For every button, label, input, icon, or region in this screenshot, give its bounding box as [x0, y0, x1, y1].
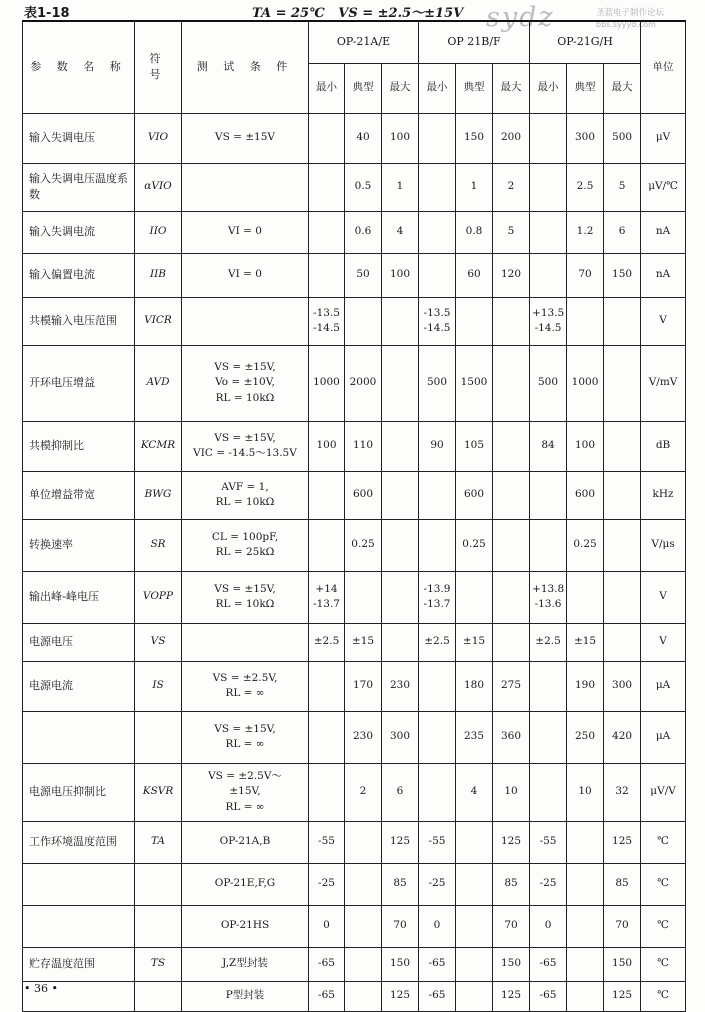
value-cell: 1: [382, 163, 419, 211]
header-typ: 典型: [345, 63, 382, 113]
symbol-cell: KSVR: [135, 763, 182, 821]
value-cell: 500: [604, 113, 641, 163]
value-cell: 300: [604, 661, 641, 711]
table-row: [23, 113, 686, 163]
test-condition-cell: VS = ±2.5V, RL = ∞: [182, 661, 309, 711]
value-cell: [567, 863, 604, 905]
value-cell: ±15: [345, 623, 382, 661]
symbol-cell: AVD: [135, 345, 182, 421]
value-cell: 70: [493, 905, 530, 947]
test-condition-cell: [182, 297, 309, 345]
test-condition-cell: [182, 623, 309, 661]
value-cell: 2: [345, 763, 382, 821]
symbol-cell: TS: [135, 947, 182, 981]
symbol-cell: IS: [135, 661, 182, 711]
value-cell: [456, 947, 493, 981]
value-cell: 0.25: [567, 519, 604, 571]
param-name-cell: [23, 863, 135, 905]
value-cell: 150: [604, 947, 641, 981]
value-cell: 125: [493, 981, 530, 1011]
unit-cell: μV/℃: [641, 163, 686, 211]
header-min: 最小: [530, 63, 567, 113]
table-row: [23, 519, 686, 571]
param-name-cell: 输出峰-峰电压: [23, 571, 135, 623]
test-condition-cell: OP-21E,F,G: [182, 863, 309, 905]
watermark-text: 圣蓝电子制作论坛: [596, 8, 665, 18]
value-cell: 2: [493, 163, 530, 211]
test-condition-cell: VS = ±2.5V～ ±15V, RL = ∞: [182, 763, 309, 821]
value-cell: 120: [493, 253, 530, 297]
table-row: [23, 661, 686, 711]
value-cell: 0.25: [345, 519, 382, 571]
value-cell: 125: [382, 821, 419, 863]
value-cell: [493, 519, 530, 571]
test-condition-cell: P型封装: [182, 981, 309, 1011]
watermark-url: bbs.syyyd.com: [596, 20, 656, 29]
value-cell: [419, 211, 456, 253]
value-cell: [456, 821, 493, 863]
symbol-cell: IIO: [135, 211, 182, 253]
value-cell: [382, 519, 419, 571]
value-cell: [345, 297, 382, 345]
header-max: 最大: [382, 63, 419, 113]
watermark-logo: sydz: [486, 2, 555, 33]
table-row: [23, 763, 686, 821]
value-cell: 60: [456, 253, 493, 297]
header-symbol: 符 号: [135, 21, 182, 113]
value-cell: [530, 113, 567, 163]
value-cell: [604, 519, 641, 571]
value-cell: 180: [456, 661, 493, 711]
param-name-cell: 输入失调电压: [23, 113, 135, 163]
symbol-cell: αVIO: [135, 163, 182, 211]
unit-cell: V: [641, 571, 686, 623]
table-row: [23, 345, 686, 421]
value-cell: 250: [567, 711, 604, 763]
value-cell: 125: [604, 981, 641, 1011]
value-cell: [419, 711, 456, 763]
value-cell: 420: [604, 711, 641, 763]
table-row: [23, 421, 686, 471]
value-cell: 230: [382, 661, 419, 711]
value-cell: [382, 297, 419, 345]
unit-cell: nA: [641, 211, 686, 253]
symbol-cell: VIO: [135, 113, 182, 163]
value-cell: [567, 571, 604, 623]
param-name-cell: 电源电压抑制比: [23, 763, 135, 821]
value-cell: [493, 623, 530, 661]
test-condition-cell: VI = 0: [182, 211, 309, 253]
header-group: OP 21B/F: [419, 21, 530, 63]
test-condition-cell: J,Z型封装: [182, 947, 309, 981]
value-cell: 100: [382, 113, 419, 163]
value-cell: 70: [382, 905, 419, 947]
value-cell: [382, 471, 419, 519]
value-cell: [493, 297, 530, 345]
value-cell: 150: [604, 253, 641, 297]
value-cell: 105: [456, 421, 493, 471]
value-cell: [530, 519, 567, 571]
param-name-cell: 单位增益带宽: [23, 471, 135, 519]
value-cell: 300: [567, 113, 604, 163]
value-cell: 110: [345, 421, 382, 471]
param-name-cell: 输入偏置电流: [23, 253, 135, 297]
value-cell: [604, 571, 641, 623]
value-cell: [604, 421, 641, 471]
table-row: [23, 211, 686, 253]
symbol-cell: [135, 863, 182, 905]
unit-cell: ℃: [641, 905, 686, 947]
unit-cell: dB: [641, 421, 686, 471]
header-test-condition: 测 试 条 件: [182, 21, 309, 113]
header-max: 最大: [493, 63, 530, 113]
value-cell: [419, 763, 456, 821]
value-cell: 50: [345, 253, 382, 297]
value-cell: 40: [345, 113, 382, 163]
value-cell: -25: [419, 863, 456, 905]
value-cell: -65: [309, 947, 345, 981]
value-cell: 0.25: [456, 519, 493, 571]
table-row: [23, 905, 686, 947]
value-cell: 600: [567, 471, 604, 519]
value-cell: 235: [456, 711, 493, 763]
symbol-cell: KCMR: [135, 421, 182, 471]
value-cell: 70: [567, 253, 604, 297]
spec-table: [22, 20, 686, 1012]
symbol-cell: [135, 981, 182, 1011]
value-cell: [567, 981, 604, 1011]
test-condition-cell: [182, 163, 309, 211]
value-cell: ±15: [567, 623, 604, 661]
param-name-cell: 开环电压增益: [23, 345, 135, 421]
param-name-cell: 贮存温度范围: [23, 947, 135, 981]
header-max: 最大: [604, 63, 641, 113]
unit-cell: V/μs: [641, 519, 686, 571]
table-row: [23, 297, 686, 345]
table-row: [23, 981, 686, 1011]
value-cell: [309, 253, 345, 297]
test-condition-cell: AVF = 1, RL = 10kΩ: [182, 471, 309, 519]
value-cell: [456, 981, 493, 1011]
value-cell: [345, 947, 382, 981]
value-cell: -65: [530, 981, 567, 1011]
value-cell: 600: [456, 471, 493, 519]
param-name-cell: 工作环境温度范围: [23, 821, 135, 863]
value-cell: 1000: [309, 345, 345, 421]
value-cell: 85: [382, 863, 419, 905]
test-condition-cell: VS = ±15V, RL = ∞: [182, 711, 309, 763]
value-cell: 2000: [345, 345, 382, 421]
value-cell: [493, 471, 530, 519]
value-cell: [604, 297, 641, 345]
value-cell: [530, 211, 567, 253]
test-condition-cell: VI = 0: [182, 253, 309, 297]
table-row: [23, 571, 686, 623]
table-row: [23, 623, 686, 661]
symbol-cell: VICR: [135, 297, 182, 345]
table-row: [23, 471, 686, 519]
unit-cell: ℃: [641, 981, 686, 1011]
value-cell: 84: [530, 421, 567, 471]
header-min: 最小: [309, 63, 345, 113]
value-cell: [382, 421, 419, 471]
value-cell: -55: [309, 821, 345, 863]
value-cell: 70: [604, 905, 641, 947]
value-cell: 0.8: [456, 211, 493, 253]
test-condition-cell: OP-21A,B: [182, 821, 309, 863]
value-cell: -55: [419, 821, 456, 863]
value-cell: [419, 253, 456, 297]
value-cell: -13.9 -13.7: [419, 571, 456, 623]
value-cell: 500: [530, 345, 567, 421]
value-cell: 32: [604, 763, 641, 821]
value-cell: [382, 623, 419, 661]
value-cell: 275: [493, 661, 530, 711]
value-cell: [456, 297, 493, 345]
value-cell: [419, 113, 456, 163]
value-cell: 1500: [456, 345, 493, 421]
header-param: 参 数 名 称: [23, 21, 135, 113]
unit-cell: μV/V: [641, 763, 686, 821]
unit-cell: μV: [641, 113, 686, 163]
value-cell: -65: [419, 981, 456, 1011]
value-cell: 4: [456, 763, 493, 821]
param-name-cell: 共模抑制比: [23, 421, 135, 471]
value-cell: 5: [493, 211, 530, 253]
value-cell: -13.5 -14.5: [309, 297, 345, 345]
value-cell: 170: [345, 661, 382, 711]
value-cell: ±2.5: [530, 623, 567, 661]
test-condition-cell: OP-21HS: [182, 905, 309, 947]
value-cell: [493, 421, 530, 471]
value-cell: [309, 711, 345, 763]
value-cell: 500: [419, 345, 456, 421]
symbol-cell: TA: [135, 821, 182, 863]
value-cell: [345, 863, 382, 905]
table-row: [23, 947, 686, 981]
value-cell: 0: [309, 905, 345, 947]
value-cell: 100: [567, 421, 604, 471]
value-cell: [567, 297, 604, 345]
value-cell: [309, 163, 345, 211]
value-cell: 6: [382, 763, 419, 821]
param-name-cell: 电源电压: [23, 623, 135, 661]
value-cell: [530, 661, 567, 711]
value-cell: +13.5 -14.5: [530, 297, 567, 345]
value-cell: 0.5: [345, 163, 382, 211]
symbol-cell: [135, 905, 182, 947]
value-cell: 600: [345, 471, 382, 519]
value-cell: ±15: [456, 623, 493, 661]
value-cell: 150: [493, 947, 530, 981]
value-cell: 85: [493, 863, 530, 905]
table-body: [23, 113, 686, 1011]
value-cell: [309, 211, 345, 253]
value-cell: 360: [493, 711, 530, 763]
value-cell: 0.6: [345, 211, 382, 253]
value-cell: [309, 471, 345, 519]
value-cell: 10: [567, 763, 604, 821]
value-cell: 0: [419, 905, 456, 947]
test-condition-cell: CL = 100pF, RL = 25kΩ: [182, 519, 309, 571]
unit-cell: μA: [641, 711, 686, 763]
value-cell: [456, 905, 493, 947]
value-cell: [493, 571, 530, 623]
value-cell: 200: [493, 113, 530, 163]
header-unit: 单位: [641, 21, 686, 113]
value-cell: [456, 863, 493, 905]
unit-cell: ℃: [641, 863, 686, 905]
value-cell: [456, 571, 493, 623]
value-cell: -55: [530, 821, 567, 863]
value-cell: [567, 821, 604, 863]
value-cell: [345, 571, 382, 623]
table-row: [23, 863, 686, 905]
value-cell: 1000: [567, 345, 604, 421]
value-cell: [309, 113, 345, 163]
value-cell: [530, 163, 567, 211]
value-cell: [419, 661, 456, 711]
value-cell: 5: [604, 163, 641, 211]
symbol-cell: VOPP: [135, 571, 182, 623]
value-cell: +14 -13.7: [309, 571, 345, 623]
unit-cell: V: [641, 623, 686, 661]
value-cell: -13.5 -14.5: [419, 297, 456, 345]
value-cell: [493, 345, 530, 421]
value-cell: ±2.5: [309, 623, 345, 661]
header-group: OP-21A/E: [309, 21, 419, 63]
test-condition-cell: VS = ±15V: [182, 113, 309, 163]
value-cell: 85: [604, 863, 641, 905]
value-cell: [419, 163, 456, 211]
value-cell: ±2.5: [419, 623, 456, 661]
value-cell: [604, 345, 641, 421]
value-cell: 2.5: [567, 163, 604, 211]
value-cell: 100: [382, 253, 419, 297]
value-cell: [309, 763, 345, 821]
value-cell: [530, 711, 567, 763]
value-cell: -25: [530, 863, 567, 905]
unit-cell: V: [641, 297, 686, 345]
param-name-cell: 输入失调电流: [23, 211, 135, 253]
value-cell: [309, 519, 345, 571]
value-cell: 150: [456, 113, 493, 163]
value-cell: [530, 253, 567, 297]
value-cell: 300: [382, 711, 419, 763]
unit-cell: nA: [641, 253, 686, 297]
value-cell: 190: [567, 661, 604, 711]
test-condition-cell: VS = ±15V, Vo = ±10V, RL = 10kΩ: [182, 345, 309, 421]
value-cell: 90: [419, 421, 456, 471]
page-number: • 36 •: [24, 982, 58, 995]
table-row: [23, 711, 686, 763]
value-cell: -65: [530, 947, 567, 981]
symbol-cell: [135, 711, 182, 763]
value-cell: [345, 905, 382, 947]
value-cell: [530, 471, 567, 519]
param-name-cell: 共模输入电压范围: [23, 297, 135, 345]
value-cell: 125: [604, 821, 641, 863]
value-cell: [567, 947, 604, 981]
value-cell: 150: [382, 947, 419, 981]
unit-cell: μA: [641, 661, 686, 711]
param-name-cell: [23, 905, 135, 947]
header-min: 最小: [419, 63, 456, 113]
value-cell: [345, 821, 382, 863]
value-cell: -65: [309, 981, 345, 1011]
value-cell: -65: [419, 947, 456, 981]
value-cell: 125: [382, 981, 419, 1011]
value-cell: 10: [493, 763, 530, 821]
value-cell: 100: [309, 421, 345, 471]
value-cell: [345, 981, 382, 1011]
value-cell: [382, 345, 419, 421]
value-cell: +13.8 -13.6: [530, 571, 567, 623]
param-name-cell: 电源电流: [23, 661, 135, 711]
value-cell: [382, 571, 419, 623]
value-cell: -25: [309, 863, 345, 905]
table-row: [23, 163, 686, 211]
value-cell: [419, 471, 456, 519]
symbol-cell: BWG: [135, 471, 182, 519]
value-cell: 125: [493, 821, 530, 863]
value-cell: 4: [382, 211, 419, 253]
value-cell: [530, 763, 567, 821]
test-condition-cell: VS = ±15V, VIC = -14.5～13.5V: [182, 421, 309, 471]
value-cell: [604, 623, 641, 661]
param-name-cell: 输入失调电压温度系数: [23, 163, 135, 211]
test-condition-cell: VS = ±15V, RL = 10kΩ: [182, 571, 309, 623]
table-row: [23, 821, 686, 863]
param-name-cell: [23, 711, 135, 763]
value-cell: [309, 661, 345, 711]
unit-cell: kHz: [641, 471, 686, 519]
value-cell: [419, 519, 456, 571]
value-cell: [604, 471, 641, 519]
value-cell: [567, 905, 604, 947]
param-name-cell: 转换速率: [23, 519, 135, 571]
unit-cell: ℃: [641, 947, 686, 981]
table-conditions: TA = 25℃ VS = ±2.5～±15V: [252, 6, 464, 21]
symbol-cell: SR: [135, 519, 182, 571]
unit-cell: ℃: [641, 821, 686, 863]
value-cell: 1.2: [567, 211, 604, 253]
table-number: 表1-18: [24, 6, 70, 21]
value-cell: 230: [345, 711, 382, 763]
symbol-cell: VS: [135, 623, 182, 661]
symbol-cell: IIB: [135, 253, 182, 297]
value-cell: 1: [456, 163, 493, 211]
value-cell: 0: [530, 905, 567, 947]
unit-cell: V/mV: [641, 345, 686, 421]
table-row: [23, 253, 686, 297]
header-group: OP-21G/H: [530, 21, 641, 63]
header-typ: 典型: [567, 63, 604, 113]
value-cell: 6: [604, 211, 641, 253]
header-typ: 典型: [456, 63, 493, 113]
